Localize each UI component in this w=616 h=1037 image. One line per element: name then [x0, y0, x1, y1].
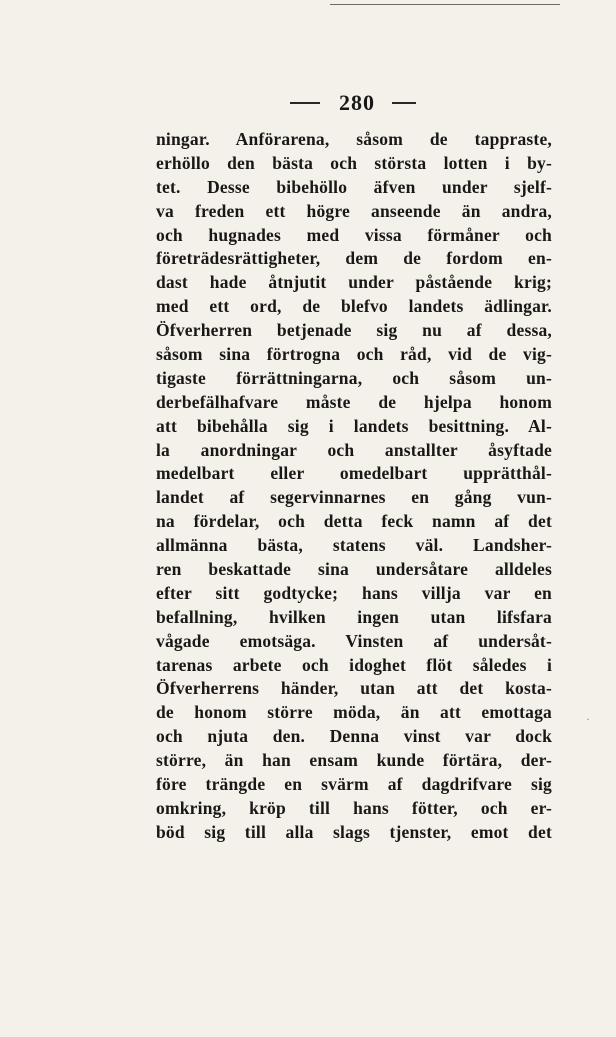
text-line: tarenas arbete och idoghet flöt således i	[156, 654, 552, 675]
text-line: vågade emotsäga. Vinsten af undersåt-	[156, 630, 552, 651]
text-line: erhöllo den bästa och största lotten i by-	[156, 152, 552, 173]
body-text	[156, 128, 552, 845]
text-line: na fördelar, och detta feck namn af det	[156, 511, 552, 532]
text-line: efter sitt godtycke; hans villja var en	[156, 582, 552, 603]
text-line: tigaste förrättningarna, och såsom un-	[156, 367, 552, 388]
text-line: dast hade åtnjutit under påstående krig;	[156, 272, 552, 293]
text-line: större, än han ensam kunde förtära, der-	[156, 750, 552, 771]
header-dash-left	[290, 102, 320, 104]
margin-dot-mark: ·	[586, 712, 590, 726]
text-line: företrädesrättigheter, dem de fordom en-	[156, 248, 552, 269]
text-line: att bibehålla sig i landets besittning. Al-	[156, 415, 552, 436]
text-line: omkring, kröp till hans fötter, och er-	[156, 797, 552, 818]
text-line: och hugnades med vissa förmåner och	[156, 224, 552, 245]
text-line: de honom större möda, än att emottaga	[156, 702, 552, 723]
text-line: före trängde en svärm af dagdrifvare sig	[156, 774, 552, 795]
text-line: ningar. Anförarena, såsom de tappraste,	[156, 129, 552, 149]
text-line: allmänna bästa, statens väl. Landsher-	[156, 535, 552, 556]
text-line: landet af segervinnarnes en gång vun-	[156, 487, 552, 508]
text-line: Öfverherrens händer, utan att det kosta-	[156, 678, 552, 699]
text-line: böd sig till alla slags tjenster, emot det	[156, 821, 552, 842]
text-line: Öfverherren betjenade sig nu af dessa,	[156, 320, 552, 341]
text-line: såsom sina förtrogna och råd, vid de vig-	[156, 344, 552, 365]
header-inner	[290, 90, 416, 116]
page-number: 280	[339, 90, 375, 115]
text-line: ren beskattade sina undersåtare alldeles	[156, 559, 552, 580]
page-header	[0, 90, 616, 116]
text-line: med ett ord, de blefvo landets ädlingar.	[156, 296, 552, 317]
text-line: befallning, hvilken ingen utan lifsfara	[156, 606, 552, 627]
text-line: tet. Desse bibehöllo äfven under sjelf-	[156, 176, 552, 197]
text-line: och njuta den. Denna vinst var dock	[156, 726, 552, 747]
text-line: la anordningar och anstallter åsyftade	[156, 439, 552, 460]
header-dash-right	[392, 102, 416, 104]
top-edge-rule	[330, 4, 560, 5]
text-line: derbefälhafvare måste de hjelpa honom	[156, 391, 552, 412]
text-line: medelbart eller omedelbart upprätthål-	[156, 463, 552, 484]
text-line: va freden ett högre anseende än andra,	[156, 200, 552, 221]
